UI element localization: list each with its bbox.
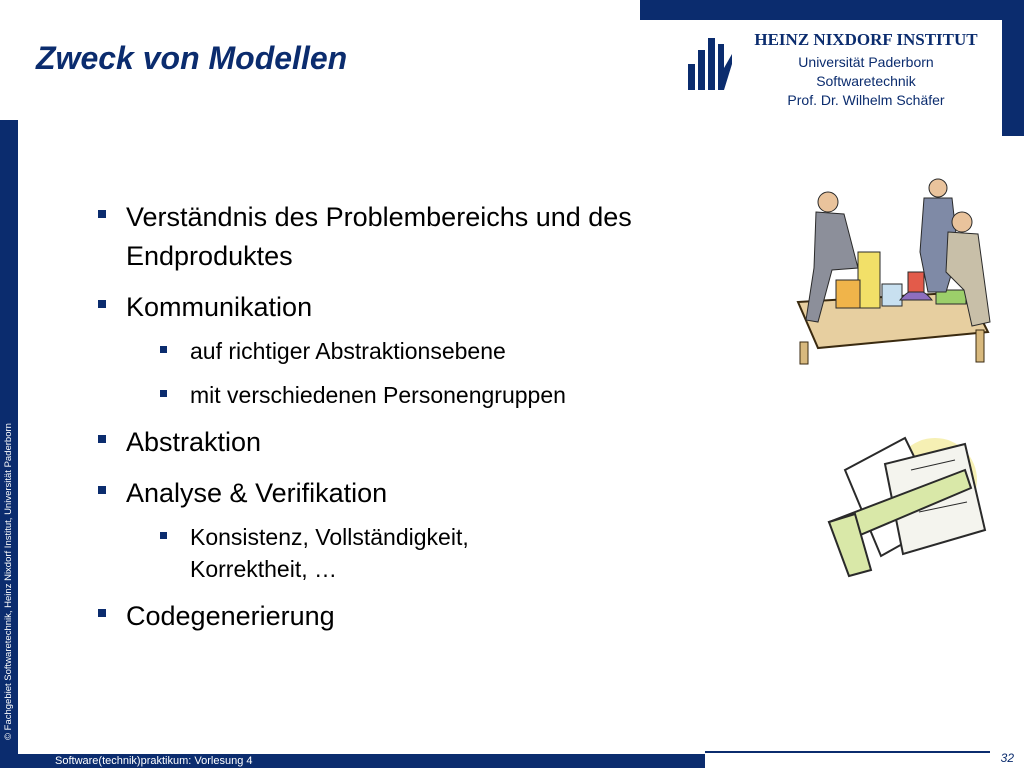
footer-divider [705, 751, 990, 753]
architects-clipart [788, 172, 993, 370]
page-number: 32 [1000, 751, 1014, 765]
copyright-text: © Fachgebiet Softwaretechnik, Heinz Nixdorf Institut, Universität Paderborn [3, 423, 14, 740]
hni-logo-icon [688, 34, 734, 92]
bullet-text: Codegenerierung [126, 601, 335, 631]
sub-bullet-text: auf richtiger Abstraktionsebene [190, 338, 506, 364]
sub-bullet-list [126, 521, 786, 585]
bullet-item [96, 288, 786, 411]
bullet-item [96, 423, 786, 462]
bullet-item [96, 597, 786, 636]
bullet-item [96, 474, 786, 585]
sub-bullet-item [158, 335, 786, 367]
slide-title: Zweck von Modellen [36, 40, 348, 76]
bullet-text: Abstraktion [126, 427, 262, 457]
institute-logo [688, 28, 988, 112]
institute-name: HEINZ NIXDORF INSTITUT [754, 30, 978, 49]
sub-bullet-item [158, 521, 590, 585]
top-brand-band [640, 0, 1024, 20]
bullet-list [96, 198, 786, 636]
sub-bullet-item [158, 379, 786, 411]
logo-line-department: Softwaretechnik [816, 73, 916, 89]
footer-course-title: Software(technik)praktikum: Vorlesung 4 [55, 755, 253, 767]
bullet-item [96, 198, 766, 276]
sub-bullet-text: mit verschiedenen Personengruppen [190, 382, 566, 408]
sub-bullet-text: Konsistenz, Vollständigkeit, Korrektheit, … [190, 524, 469, 582]
bullet-text: Analyse & Verifikation [126, 478, 388, 508]
logo-line-university: Universität Paderborn [798, 54, 934, 70]
sub-bullet-list [126, 335, 786, 411]
bullet-text: Verständnis des Problembereichs und des Endproduktes [126, 202, 632, 271]
slide-content [96, 198, 786, 648]
right-brand-band [1002, 0, 1024, 136]
blueprints-clipart [825, 430, 990, 578]
bullet-text: Kommunikation [126, 292, 313, 322]
logo-line-professor: Prof. Dr. Wilhelm Schäfer [787, 92, 945, 108]
